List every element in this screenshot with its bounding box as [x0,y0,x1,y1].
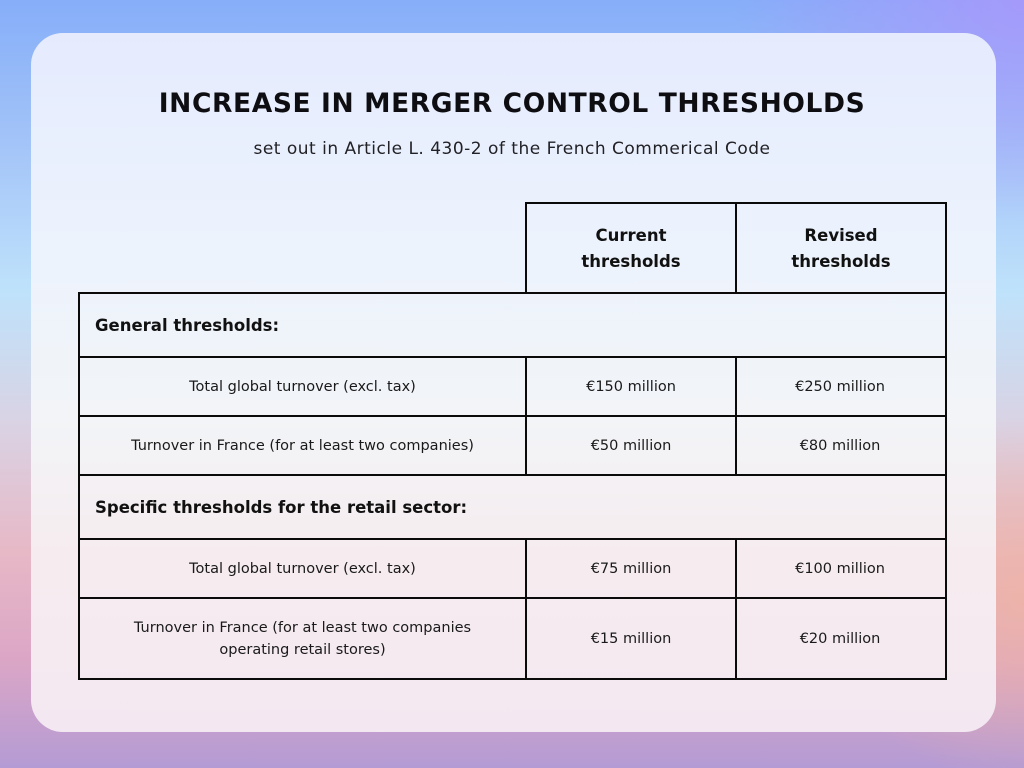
row-label: Turnover in France (for at least two companies operating retail stores) [80,599,527,678]
current-threshold-value: €75 million [527,540,737,597]
row-label: Turnover in France (for at least two companies) [80,417,527,474]
row-label: Total global turnover (excl. tax) [80,358,527,415]
current-threshold-value: €50 million [527,417,737,474]
column-header-current: Current thresholds [525,202,737,294]
page-subtitle: set out in Article L. 430-2 of the French Commerical Code [253,139,771,159]
row-label: Total global turnover (excl. tax) [80,540,527,597]
page-title: INCREASE IN MERGER CONTROL THRESHOLDS [158,88,866,119]
table-row [80,599,945,678]
table-header-row [78,202,947,292]
table-body [78,292,947,680]
table-row [80,540,945,599]
table-row [80,417,945,476]
revised-threshold-value: €250 million [795,378,885,395]
current-threshold-value: €150 million [527,358,737,415]
section-header-retail: Specific thresholds for the retail sector: [80,476,945,540]
section-header-general: General thresholds: [80,294,945,358]
current-threshold-value: €15 million [527,599,737,678]
table-row [80,358,945,417]
thresholds-table [78,202,947,680]
revised-threshold-value: €100 million [795,560,885,577]
column-header-revised: Revised thresholds [735,202,947,294]
revised-threshold-value: €80 million [799,437,881,454]
revised-threshold-value: €20 million [799,630,881,647]
